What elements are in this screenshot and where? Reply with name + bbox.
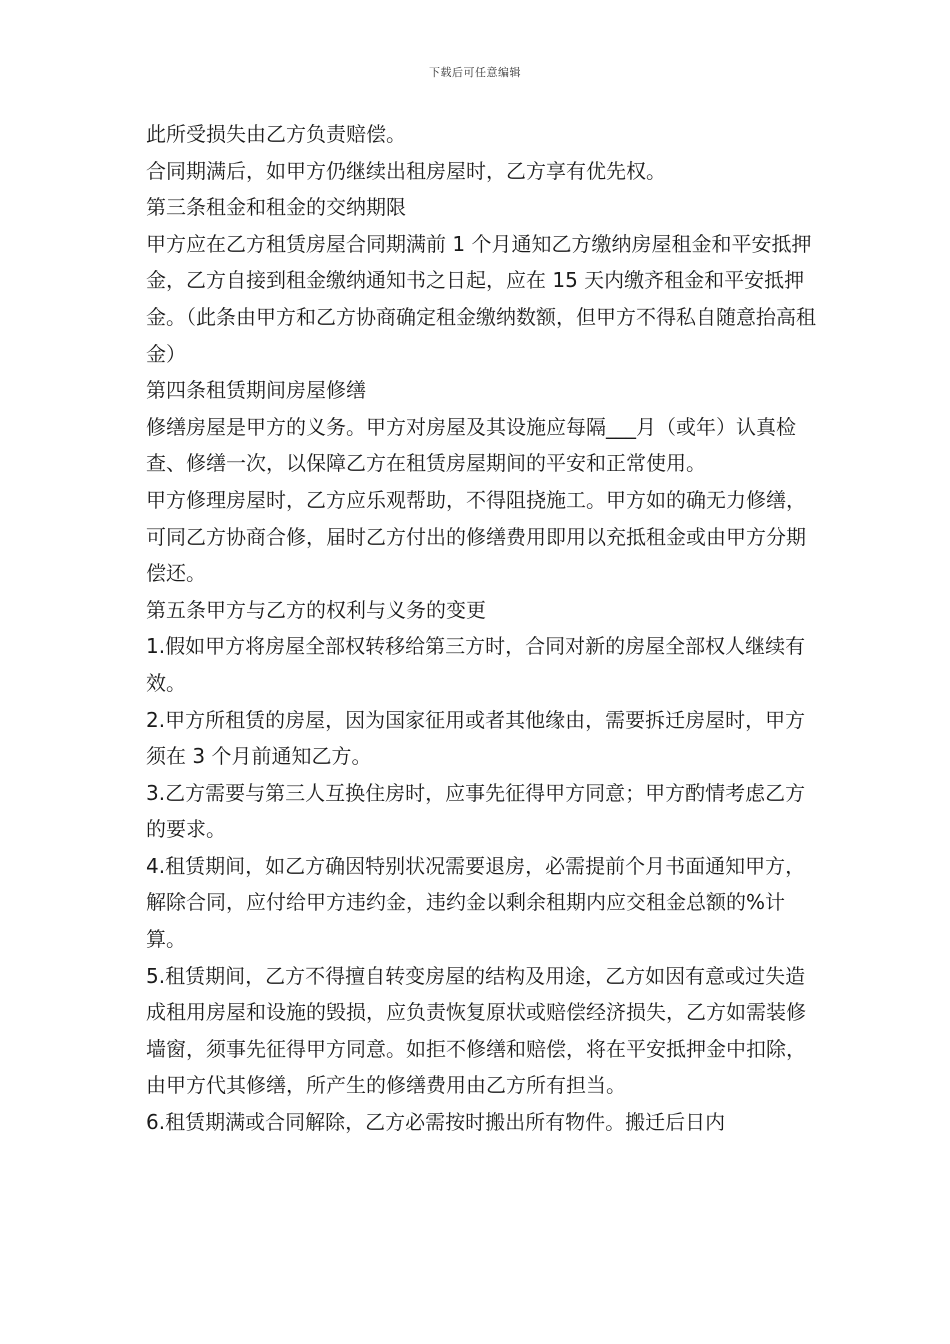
document-body [146,116,822,1141]
paragraph-rent-payment: 甲方应在乙方租赁房屋合同期满前 1 个月通知乙方缴纳房屋租金和平安抵押金，乙方自接到租金缴纳通知书之日起，应在 15 天内缴齐租金和平安抵押金。（此条由甲方和乙方协商确定租金缴纳数额，但甲方不得私自随意抬高租金） [146,231,816,366]
paragraph-repair-cooperation: 甲方修理房屋时，乙方应乐观帮助，不得阻挠施工。甲方如的确无力修缮，可同乙方协商合修，届时乙方付出的修缮费用即用以充抵租金或由甲方分期偿还。 [146,487,806,586]
paragraph-priority-right: 合同期满后，如甲方仍继续出租房屋时，乙方享有优先权。 [146,158,666,183]
section-heading-article-5: 第五条甲方与乙方的权利与义务的变更 [146,597,486,622]
section-heading-article-3: 第三条租金和租金的交纳期限 [146,195,406,220]
clause-3: 3.乙方需要与第三人互换住房时，应事先征得甲方同意；甲方酌情考虑乙方的要求。 [146,780,806,842]
clause-6: 6.租赁期满或合同解除，乙方必需按时搬出所有物件。搬迁后日内 [146,1110,726,1135]
paragraph-loss-compensation: 此所受损失由乙方负责赔偿。 [146,122,406,146]
clause-5: 5.租赁期间，乙方不得擅自转变房屋的结构及用途，乙方如因有意或过失造成租用房屋和设施的毁损，应负责恢复原状或赔偿经济损失，乙方如需装修墙窗，须事先征得甲方同意。如拒不修缮和赔偿，将在平安抵押金中扣除，由甲方代其修缮，所产生的修缮费用由乙方所有担当。 [146,963,806,1098]
clause-2: 2.甲方所租赁的房屋，因为国家征用或者其他缘由，需要拆迁房屋时，甲方须在 3 个月前通知乙方。 [146,707,806,769]
page-header: 下载后可任意编辑 [429,66,521,79]
clause-4: 4.租赁期间，如乙方确因特别状况需要退房，必需提前个月书面通知甲方，解除合同，应付给甲方违约金，违约金以剩余租期内应交租金总额的%计算。 [146,853,806,952]
paragraph-repair-duty: 修缮房屋是甲方的义务。甲方对房屋及其设施应每隔___月（或年）认真检查、修缮一次，以保障乙方在租赁房屋期间的平安和正常使用。 [146,414,796,476]
clause-1: 1.假如甲方将房屋全部权转移给第三方时，合同对新的房屋全部权人继续有效。 [146,634,806,695]
section-heading-article-4: 第四条租赁期间房屋修缮 [146,378,366,403]
